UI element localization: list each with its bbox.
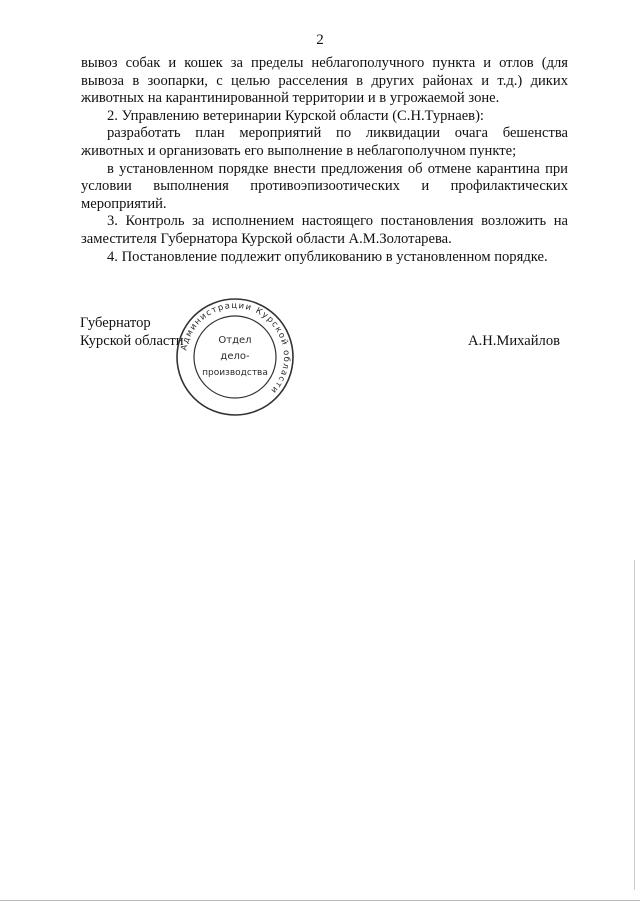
stamp-ring-text: Администрации Курской области [179, 300, 292, 396]
stamp-inner-line3: производства [202, 368, 268, 378]
paragraph-veterinary-department: 2. Управлению ветеринарии Курской области (С.Н.Турнаев): [107, 107, 484, 124]
paragraph-publication: 4. Постановление подлежит опубликованию в установленном порядке. [107, 248, 548, 265]
paragraph-quarantine-cancel: в установленном порядке внести предложения об отмене карантина при условии выполнения противоэпизоотических и профилактических мероприятий. [81, 160, 568, 212]
page-number: 2 [316, 32, 324, 48]
signatory-title [80, 314, 184, 350]
stamp-inner-line2: дело- [220, 351, 250, 362]
stamp-inner-line1: Отдел [218, 335, 252, 346]
signatory-title-line2: Курской области [80, 333, 184, 349]
scan-edge-mark [634, 560, 635, 890]
signatory-name: А.Н.Михайлов [468, 333, 561, 349]
official-stamp [174, 296, 296, 418]
signatory-title-line1: Губернатор [80, 315, 151, 331]
scan-bottom-edge [0, 900, 640, 901]
paragraph-control: 3. Контроль за исполнением настоящего постановления возложить на заместителя Губернатора Курской области А.М.Золотарева. [81, 213, 568, 247]
paragraph-animal-removal: вывоз собак и кошек за пределы неблагополучного пункта и отлов (для вывоза в зоопарки, с целью расселения в других районах и т.д.) диких животных на карантинированной территории и в угрожаемой зоне. [81, 55, 568, 107]
paragraph-action-plan: разработать план мероприятий по ликвидации очага бешенства животных и организовать его выполнение в неблагополучном пункте; [81, 125, 568, 159]
document-body [81, 55, 568, 266]
